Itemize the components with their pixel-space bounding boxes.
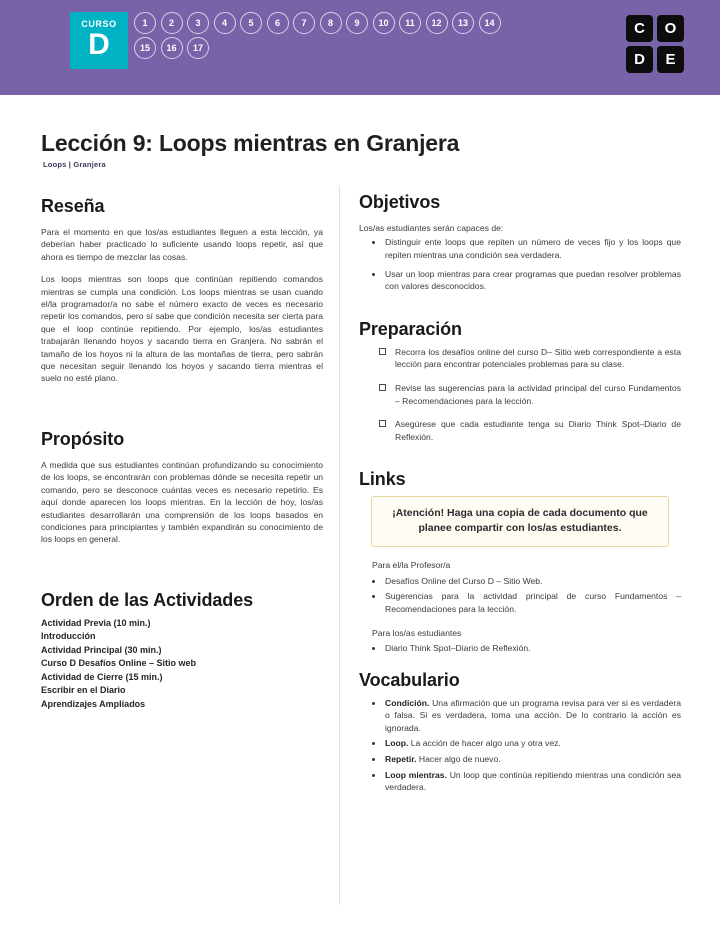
section-heading-resena: Reseña [41,196,105,216]
section-heading-orden: Orden de las Actividades [41,589,254,610]
course-badge-label: CURSO [81,19,117,29]
vocabulario-definition: La acción de hacer algo una y otra vez. [408,738,561,749]
vocabulario-item [359,769,681,794]
vocabulario-item [359,737,681,750]
links-teacher-list [359,575,681,616]
preparacion-item: Asegúrese que cada estudiante tenga su Diario Think Spot–Diario de Reflexión. [359,418,681,443]
orden-item: Actividad de Cierre (15 min.) [41,671,163,682]
lesson-dot-10[interactable]: 10 [373,12,395,34]
preparacion-item: Recorra los desafíos online del curso D– Sitio web correspondiente a esta lección para encontrar potenciales problemas para su clase. [359,346,681,371]
code-logo [626,15,684,73]
checkbox-icon[interactable] [379,348,386,355]
objetivos-list [359,236,681,292]
proposito-paragraph: A medida que sus estudiantes continúan profundizando su conocimiento de los loops, se encontrarán con problemas dónde se necesita repetir un comando, pero se desconoce cuántas veces es necesario repetirlo. Es aquí donde aparecen los loops mientras. En la lección de hoy, los/as estudiantes desarrollarán una comprensión de los loops basados en condiciones para principiantes y también expandirán su conocimiento de los loops en general. [41,459,323,545]
lesson-dot-5[interactable]: 5 [240,12,262,34]
lesson-dot-16[interactable]: 16 [161,37,183,59]
lesson-dot-3[interactable]: 3 [187,12,209,34]
lesson-dot-12[interactable]: 12 [426,12,448,34]
lesson-dot-9[interactable]: 9 [346,12,368,34]
vocabulario-term: Loop mientras. [385,769,447,780]
lesson-dot-4[interactable]: 4 [214,12,236,34]
objetivos-lead: Los/as estudiantes serán capaces de: [359,223,504,233]
orden-item: Curso D Desafíos Online – Sitio web [41,658,197,669]
lesson-dot-15[interactable]: 15 [134,37,156,59]
course-badge-letter: D [88,28,110,61]
header-band [0,0,720,95]
vocabulario-definition: Una afirmación que un programa revisa para ver si es verdadera o falsa. Si es verdadera, toma una acción. De lo contrario la acción es ignorada. [385,697,681,733]
links-student-label: Para los/as estudiantes [372,627,462,638]
lesson-dot-1[interactable]: 1 [134,12,156,34]
lesson-dot-11[interactable]: 11 [399,12,421,34]
lesson-dot-8[interactable]: 8 [320,12,342,34]
code-logo-letter-e: E [657,46,684,73]
orden-item: Actividad Previa (10 min.) [41,617,151,628]
vocabulario-definition: Hacer algo de nuevo. [416,753,501,764]
orden-item: Aprendizajes Ampliados [41,698,146,709]
lesson-row-2 [134,37,589,59]
course-badge [70,12,128,69]
lesson-dot-14[interactable]: 14 [479,12,501,34]
vocabulario-term: Loop. [385,738,409,749]
vocabulario-term: Repetir. [385,753,417,764]
preparacion-item: Revise las sugerencias para la actividad principal del curso Fundamentos – Recomendaciones para la lección. [359,382,681,407]
links-student-list [359,642,681,655]
section-heading-objetivos: Objetivos [359,192,441,212]
code-logo-letter-c: C [626,15,653,42]
lesson-row-1 [134,12,589,34]
orden-list [41,617,323,712]
lesson-dot-6[interactable]: 6 [267,12,289,34]
lesson-dot-17[interactable]: 17 [187,37,209,59]
vocabulario-definition: Un loop que continúa repitiendo mientras una condición sea verdadera. [385,769,681,793]
right-column [359,192,681,797]
column-divider [339,186,340,905]
vocabulario-term: Condición. [385,697,430,708]
page-title: Lección 9: Loops mientras en Granjera [41,130,460,156]
code-logo-letter-d: D [626,46,653,73]
lesson-dot-13[interactable]: 13 [452,12,474,34]
orden-item: Actividad Principal (30 min.) [41,644,162,655]
objetivo-item: Distinguir ente loops que repiten un número de veces fijo y los loops que repiten mientras una condición sea verdadera. [359,236,681,261]
section-heading-proposito: Propósito [41,428,125,449]
resena-paragraph: Los loops mientras son loops que continúan repitiendo comandos mientras se cumpla una condición. Los loops mientras se usan cuando el/la programador/a no sabe el número exacto de veces es necesario repetir los comandos, pero sí sabe que condición necesita ser cierta para que el loop continúe repitiendo. Por ejemplo, los/as estudiantes trabajarán llenando hoyos y sacando tierra en Granjera. No sabrán el tamaño de los hoyos ni la altura de las montañas de tierra, pero sabrán que necesitan seguir llenando los hoyos y sacando tierra mientras el suelo no esté plano. [41,274,323,384]
section-heading-vocabulario: Vocabulario [359,669,460,690]
lesson-dot-7[interactable]: 7 [293,12,315,34]
preparacion-list [359,346,681,444]
title-block [41,130,681,169]
left-column [41,196,323,711]
section-heading-preparacion: Preparación [359,318,462,339]
page-subtitle: Loops | Granjera [43,160,106,169]
orden-item: Introducción [41,631,96,642]
link-item: Sugerencias para la actividad principal de curso Fundamentos – Recomendaciones para la lección. [359,590,681,615]
code-logo-letter-o: O [657,15,684,42]
section-heading-links: Links [359,469,406,490]
header-inner [70,12,684,82]
links-teacher-label: Para el/la Profesor/a [372,560,451,571]
lesson-navigation [134,12,589,62]
link-item: Diario Think Spot–Diario de Reflexión. [359,642,681,655]
attention-notice: ¡Atención! Haga una copia de cada documento que planee compartir con los/as estudiantes. [371,496,669,547]
vocabulario-item [359,697,681,735]
resena-paragraph: Para el momento en que los/as estudiantes lleguen a esta lección, ya deberían haber practicado lo suficiente usando loops repetir, así que ahora es tiempo de mezclar las cosas. [41,227,323,262]
checkbox-icon[interactable] [379,420,386,427]
objetivo-item: Usar un loop mientras para crear programas que puedan resolver problemas con valores desconocidos. [359,268,681,293]
vocabulario-list [359,697,681,794]
lesson-dot-2[interactable]: 2 [161,12,183,34]
orden-item: Escribir en el Diario [41,685,126,696]
vocabulario-item [359,753,681,766]
checkbox-icon[interactable] [379,384,386,391]
link-item: Desafíos Online del Curso D – Sitio Web. [359,575,681,588]
